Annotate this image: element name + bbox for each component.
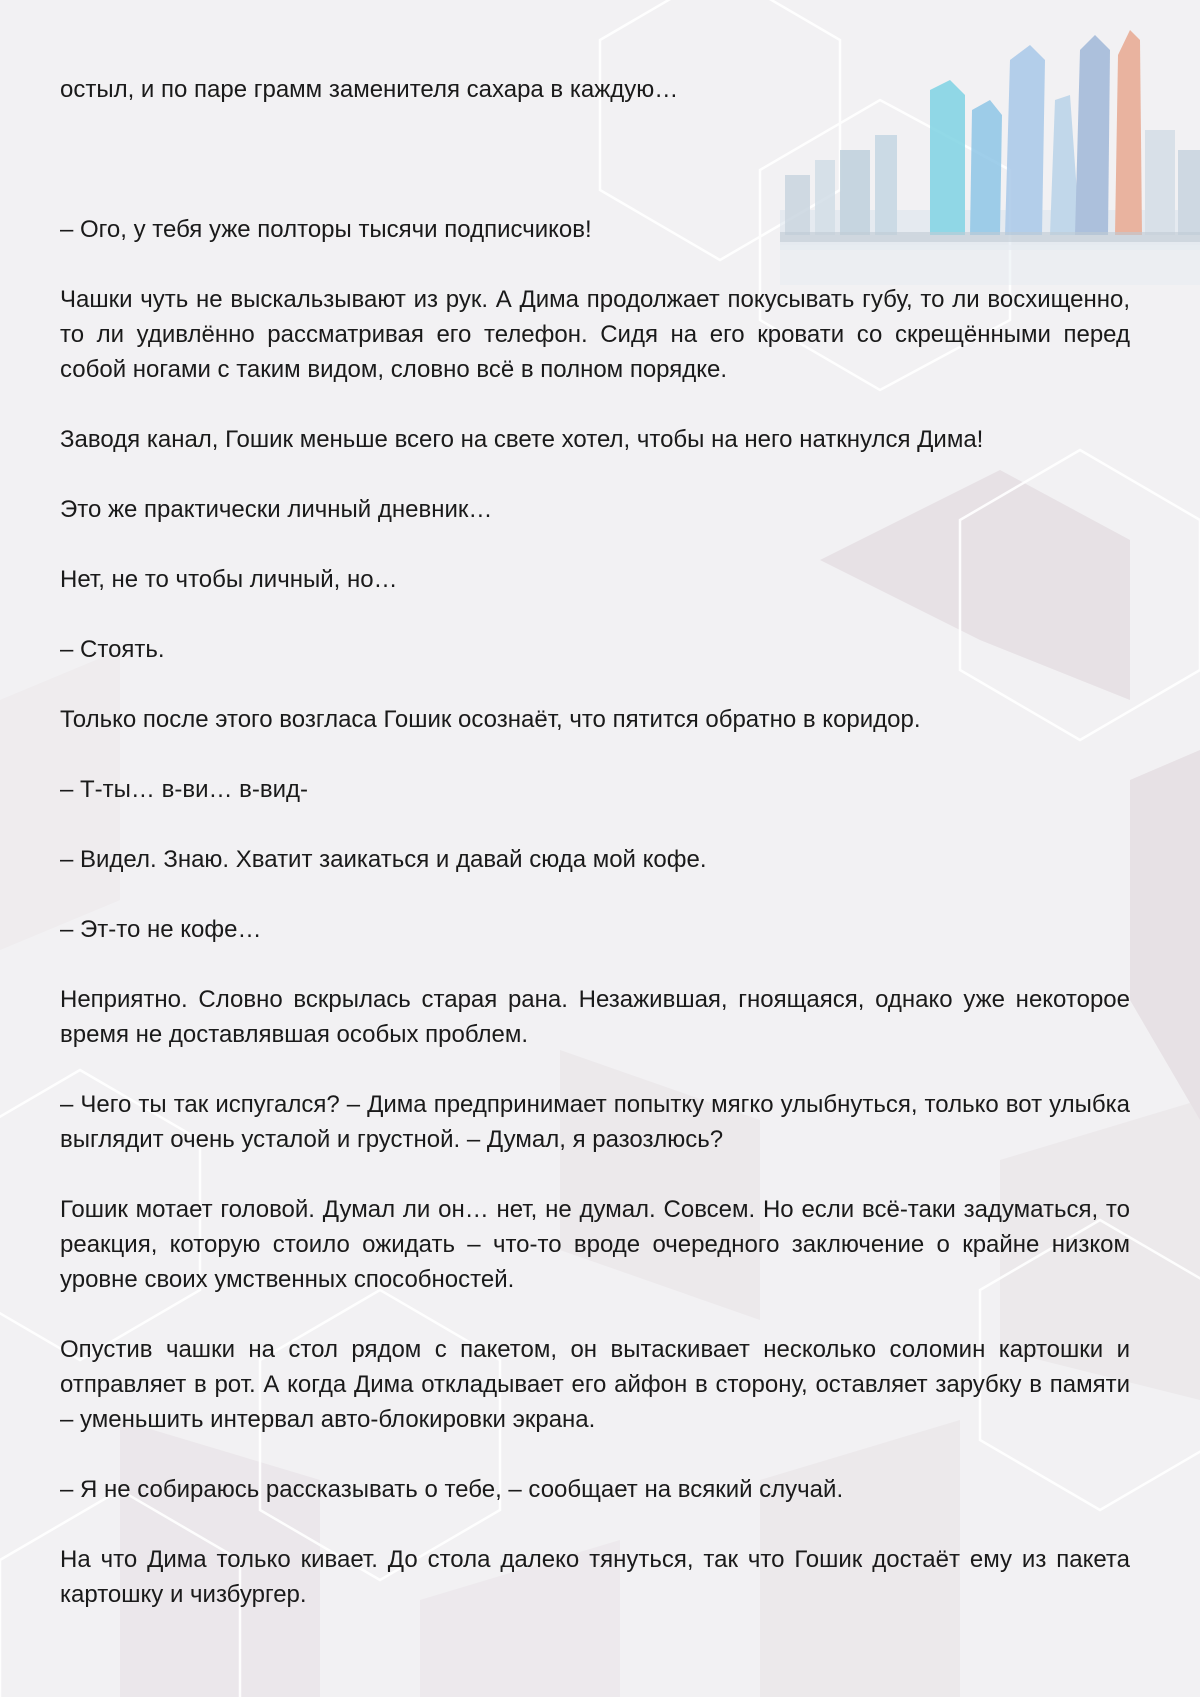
paragraph: – Стоять.	[60, 636, 165, 663]
paragraph: Гошик мотает головой. Думал ли он… нет, не думал. Совсем. Но если всё-таки задуматься, то реакция, которую стоило ожидать – что-то вроде очередного заключение о крайне низком уровне своих умственных способностей.	[60, 1196, 1130, 1293]
paragraph: – Эт-то не кофе…	[60, 916, 262, 943]
paragraph: Чашки чуть не выскальзывают из рук. А Дима продолжает покусывать губу, то ли восхищенно, то ли удивлённо рассматривая его телефон. Сидя на его кровати со скрещёнными перед собой ногами с таким видом, словно всё в полном порядке.	[60, 286, 1130, 383]
paragraph: – Чего ты так испугался? – Дима предпринимает попытку мягко улыбнуться, только вот улыбка выглядит очень усталой и грустной. – Думал, я разозлюсь?	[60, 1091, 1130, 1153]
paragraph: Это же практически личный дневник…	[60, 496, 493, 523]
paragraph: Нет, не то чтобы личный, но…	[60, 566, 398, 593]
paragraph: Только после этого возгласа Гошик осознаёт, что пятится обратно в коридор.	[60, 706, 921, 733]
paragraph: – Ого, у тебя уже полторы тысячи подписчиков!	[60, 216, 592, 243]
paragraph: остыл, и по паре грамм заменителя сахара в каждую…	[60, 76, 679, 103]
paragraph: – Т-ты… в-ви… в-вид-	[60, 776, 309, 803]
paragraph: Опустив чашки на стол рядом с пакетом, он вытаскивает несколько соломин картошки и отправляет в рот. А когда Дима откладывает его айфон в сторону, оставляет зарубку в памяти – уменьшить интервал авто-блокировки экрана.	[60, 1336, 1130, 1433]
paragraph: – Я не собираюсь рассказывать о тебе, – сообщает на всякий случай.	[60, 1476, 844, 1503]
paragraph: – Видел. Знаю. Хватит заикаться и давай сюда мой кофе.	[60, 846, 707, 873]
paragraph: Неприятно. Словно вскрылась старая рана. Незажившая, гноящаяся, однако уже некоторое время не доставлявшая особых проблем.	[60, 986, 1130, 1048]
paragraph: На что Дима только кивает. До стола далеко тянуться, так что Гошик достаёт ему из пакета картошку и чизбургер.	[60, 1546, 1130, 1608]
document-page	[60, 72, 1130, 1647]
paragraph: Заводя канал, Гошик меньше всего на свете хотел, чтобы на него наткнулся Дима!	[60, 426, 984, 453]
